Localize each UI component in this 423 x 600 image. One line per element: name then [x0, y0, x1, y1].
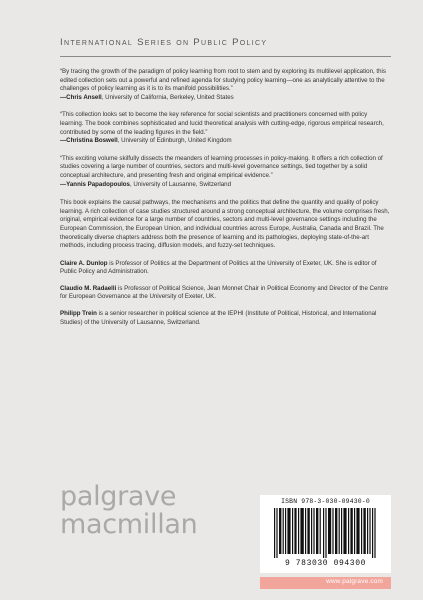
- quote-author: —Christina Boswell: [60, 137, 118, 145]
- editor-bio: [60, 285, 391, 302]
- editor-bio: [60, 310, 391, 327]
- editor-bio-text: is a senior researcher in political science at the IEPHI (Institute of Political, Historical, and International Studies) of the University of Lausanne, Switzerland.: [60, 310, 377, 326]
- series-title: International Series on Public Policy: [60, 37, 268, 48]
- endorsement-quote: [60, 68, 391, 102]
- barcode-icon: [268, 508, 383, 558]
- endorsement-quote: [60, 155, 391, 189]
- logo-line-macmillan: macmillan: [60, 509, 198, 540]
- website-bar: [260, 577, 391, 589]
- quote-text: “This exciting volume skilfully dissects the meanders of learning processes in policy-making. It offers a rich collection of studies covering a large number of countries, sectors and multi-level governance settings, tied together by a solid conceptual architecture, and presenting fresh and original empirical evidence.”: [60, 154, 383, 179]
- series-divider: [60, 56, 391, 57]
- editor-bio-text: is Professor of Political Science, Jean Monnet Chair in Political Economy and Director of the Centre for European Governance at the University of Exeter, UK.: [60, 284, 388, 301]
- quote-text: “This collection looks set to become the key reference for social scientists and practitioners concerned with policy learning. The book combines sophisticated and lucid theoretical analysis with cutting-edge, rigorous empirical research, contributed by some of the leading figures in the field.”: [60, 111, 384, 136]
- quote-author: —Yannis Papadopoulos: [60, 180, 130, 188]
- editor-name: Claudio M. Radaelli: [60, 284, 117, 292]
- endorsement-quote: [60, 111, 391, 145]
- quote-affiliation: , University of Lausanne, Switzerland: [129, 180, 231, 188]
- quote-affiliation: , University of Edinburgh, United Kingdom: [117, 137, 232, 145]
- cover-text: [60, 68, 391, 335]
- quote-attribution: [60, 94, 391, 103]
- barcode-digits: 9 783030 094300: [284, 559, 366, 568]
- quote-text: “By tracing the growth of the paradigm of policy learning from root to stem and by exploring its multilevel application, this edited collection sets out a powerful and refined agenda for studying policy learning—one as analytically attentive to the challenges of policy learning as it is to its manifold possibilities.”: [60, 68, 386, 93]
- quote-affiliation: , University of California, Berkeley, United States: [101, 93, 234, 101]
- editor-bio: [60, 260, 391, 277]
- barcode-panel: [260, 495, 391, 573]
- publisher-logo: [60, 483, 197, 539]
- editor-name: Philipp Trein: [60, 310, 97, 318]
- editor-bio-text: is Professor of Politics at the Department of Politics at the University of Exeter, UK. She is editor of Public Policy and Administration.: [60, 259, 377, 276]
- quote-author: —Chris Ansell: [60, 93, 102, 101]
- isbn-label: ISBN 978-3-030-09430-0: [281, 498, 370, 505]
- editor-name: Claire A. Dunlop: [60, 259, 108, 267]
- quote-attribution: [60, 181, 391, 190]
- website-link[interactable]: www.palgrave.com: [326, 578, 383, 585]
- quote-attribution: [60, 137, 391, 146]
- logo-line-palgrave: palgrave: [60, 481, 177, 512]
- book-description: This book explains the causal pathways, the mechanisms and the politics that define the quantity and quality of policy learning. A rich collection of case studies structured around a strong conceptual architecture, the volume comprises fresh, original, empirical evidence for a large number of countries, sectors and multi-level governance settings including the European Commission, the European Union, and individual countries across Europe, Australia, Canada and Brazil. The theoretically diverse chapters address both the presence of learning and its pathologies, deploying state-of-the-art methods, including process tracing, diffusion models, and fuzzy-set techniques.: [60, 199, 390, 250]
